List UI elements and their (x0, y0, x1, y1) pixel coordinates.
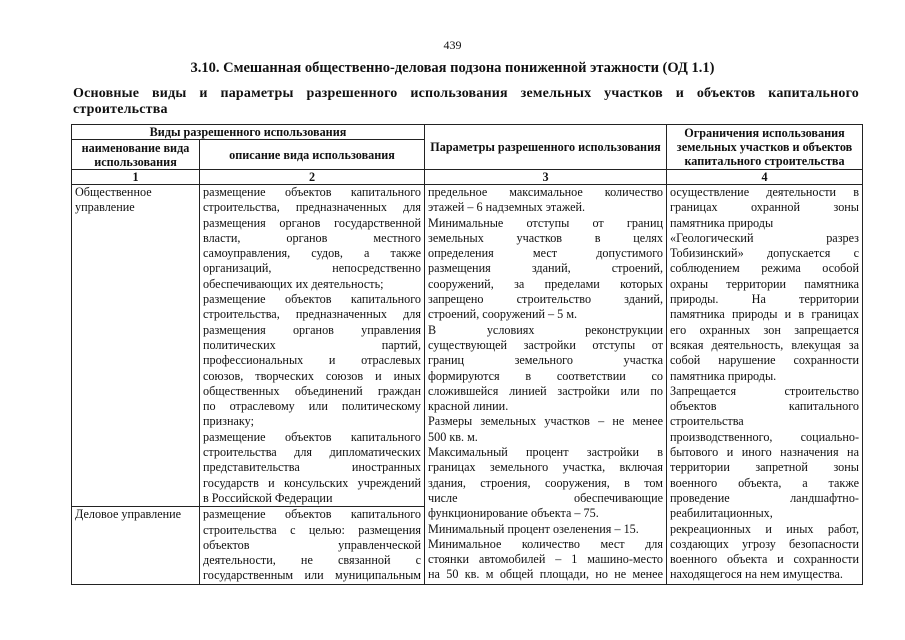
table-row (72, 185, 863, 507)
business-admin-desc-line: размещение объектов капитального (203, 507, 421, 522)
limits-line: объектов капитального (670, 399, 859, 414)
public-admin-desc-line: общественных объединений граждан (203, 383, 421, 398)
public-admin-desc-line: организаций, непосредственно (203, 261, 421, 276)
params-line: стоянки автомобилей – 1 машино-место (428, 552, 663, 567)
params-line: существующей застройки отступы от (428, 337, 663, 352)
business-admin-desc-line: государственным или муниципальным (203, 568, 421, 583)
public-admin-desc-line: строительства, предназначенных для (203, 307, 421, 322)
limits-line: производственного, социально- (670, 429, 859, 444)
row-desc-business-admin (200, 507, 425, 584)
limits-line: проведение ландшафтно- (670, 490, 859, 505)
limits-line: строительства (670, 414, 744, 429)
params-line: границах земельного участка, включая (428, 460, 663, 475)
params-cell (425, 185, 667, 585)
limits-line: рекреационных и иных работ, (670, 521, 859, 536)
public-admin-desc-line: самоуправления, судов, а также (203, 246, 421, 261)
header-group-types: Виды разрешенного использования (72, 125, 425, 140)
public-admin-desc-line: размещение объектов капитального (203, 292, 421, 307)
params-line: на 50 кв. м общей площади, но не менее (428, 567, 663, 582)
params-line: здания, строения, сооружения, в том (428, 475, 663, 490)
limits-line: границах охранной зоны (670, 200, 859, 215)
limits-line: всякая деятельность, влекущая за (670, 337, 859, 352)
header-name: наименование вида использования (72, 140, 200, 170)
limits-line: Тобизинский» допускается с (670, 246, 859, 261)
params-line: размещения зданий, строений, (428, 261, 663, 276)
params-line: функционирование объекта – 75. (428, 506, 599, 521)
col-number-3: 3 (425, 170, 667, 185)
header-limits: Ограничения использования земельных участков и объектов капитального строительства (667, 125, 863, 170)
public-admin-desc-line: размещения органов управления (203, 322, 421, 337)
limits-line: охраны территории памятника (670, 276, 859, 291)
params-line: Размеры земельных участков – не менее (428, 414, 663, 429)
params-line: земельных участков в целях (428, 230, 663, 245)
public-admin-desc-line: обеспечивающих их деятельность; (203, 276, 384, 291)
params-line: границ земельного участка (428, 353, 663, 368)
public-admin-desc-line: союзов, творческих союзов и иных (203, 368, 421, 383)
business-admin-desc-line: деятельности, не связанной с (203, 553, 421, 568)
business-admin-desc-line: объектов управленческой (203, 537, 421, 552)
col-number-1: 1 (72, 170, 200, 185)
params-line: Минимальный процент озеленения – 15. (428, 521, 639, 536)
limits-line: его охранных зон запрещается (670, 322, 859, 337)
header-params: Параметры разрешенного использования (425, 125, 667, 170)
limits-line: памятника природы (670, 215, 774, 230)
permitted-use-table (71, 124, 863, 585)
params-line: красной линии. (428, 399, 509, 414)
business-admin-desc-line: строительства с целью: размещения (203, 522, 421, 537)
limits-line: собой нарушение сохранности (670, 353, 859, 368)
public-admin-desc-line: размещение объектов капитального (203, 185, 421, 199)
limits-line: военного объекта и сохранности (670, 552, 859, 567)
public-admin-desc-line: профессиональных и отраслевых (203, 353, 421, 368)
limits-line: находящегося на нем имущества. (670, 567, 843, 582)
row-name-public-admin: Общественное управление (72, 185, 200, 507)
params-line: сложившейся линией застройки или по (428, 383, 663, 398)
params-line: определения мест допустимого (428, 246, 663, 261)
table-subtitle: Основные виды и параметры разрешенного использования земельных участков и объектов капитального строительства (73, 86, 859, 117)
params-line: Минимальные отступы от границ (428, 215, 663, 230)
row-desc-public-admin (200, 185, 425, 507)
params-line: сооружений, за пределами которых (428, 276, 663, 291)
page-number: 439 (443, 38, 462, 52)
limits-cell (667, 185, 863, 585)
params-line: формируются в соответствии со (428, 368, 663, 383)
header-desc: описание вида использования (200, 140, 425, 170)
public-admin-desc-line: представительства иностранных (203, 460, 421, 475)
limits-line: создающих угрозу безопасности (670, 536, 859, 551)
public-admin-desc-line: строительства для дипломатических (203, 445, 421, 460)
limits-line: осуществление деятельности в (670, 185, 859, 199)
col-number-4: 4 (667, 170, 863, 185)
row-name-business-admin: Деловое управление (72, 507, 200, 584)
public-admin-desc-line: по отраслевому или политическому (203, 399, 421, 414)
params-line: Максимальный процент застройки в (428, 445, 663, 460)
public-admin-desc-line: в Российской Федерации (203, 490, 333, 505)
section-title: 3.10. Смешанная общественно-деловая подзона пониженной этажности (ОД 1.1) (190, 60, 715, 76)
public-admin-desc-line: размещения органов государственной (203, 215, 421, 230)
params-line: 500 кв. м. (428, 429, 478, 444)
public-admin-desc-line: государств и консульских учреждений (203, 475, 421, 490)
params-line: этажей – 6 надземных этажей. (428, 200, 586, 215)
public-admin-desc-line: признаку; (203, 414, 254, 429)
limits-line: реабилитационных, (670, 506, 773, 521)
public-admin-desc-line: власти, органов местного (203, 230, 421, 245)
limits-line: территории запретной зоны (670, 460, 859, 475)
limits-line: бытового и иного назначения на (670, 445, 859, 460)
params-line: запрещено строительство зданий, (428, 292, 663, 307)
limits-line: Запрещается строительство (670, 383, 859, 398)
params-line: предельное максимальное количество (428, 185, 663, 199)
params-line: Минимальное количество мест для (428, 536, 663, 551)
params-line: числе обеспечивающие (428, 490, 663, 505)
col-number-2: 2 (200, 170, 425, 185)
limits-line: природы. На территории (670, 292, 859, 307)
limits-line: соблюдением режима особой (670, 261, 859, 276)
params-line: В условиях реконструкции (428, 322, 663, 337)
public-admin-desc-line: строительства, предназначенных для (203, 200, 421, 215)
limits-line: военного объекта, а также (670, 475, 859, 490)
limits-line: «Геологический разрез (670, 230, 859, 245)
public-admin-desc-line: политических партий, (203, 337, 421, 352)
limits-line: памятника природы. (670, 368, 777, 383)
params-line: строений, сооружений – 5 м. (428, 307, 578, 322)
limits-line: памятника природы и в границах (670, 307, 859, 322)
public-admin-desc-line: размещение объектов капитального (203, 429, 421, 444)
